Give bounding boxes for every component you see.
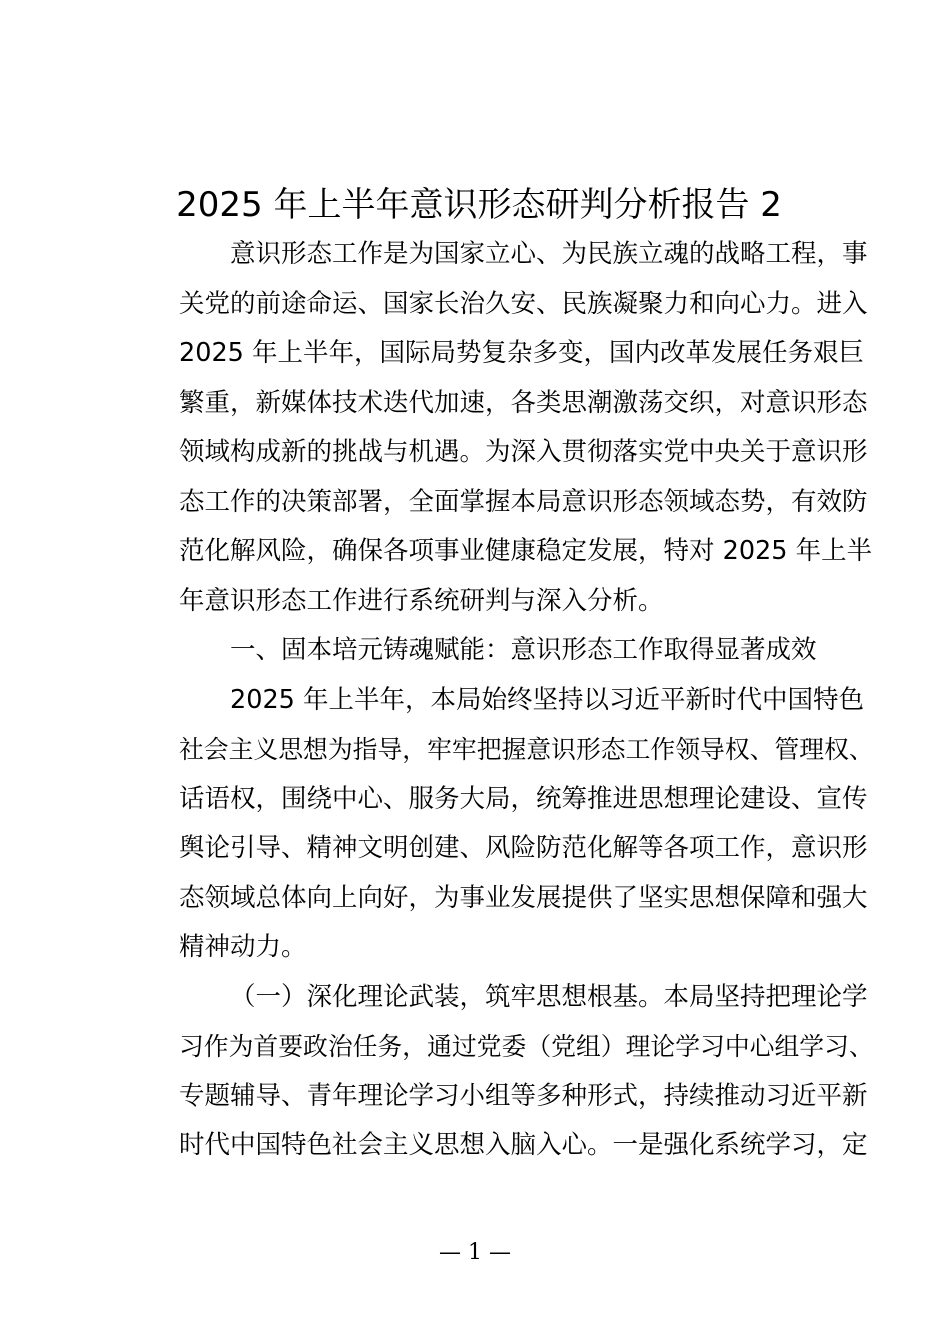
text-line: 2025 年上半年，国际局势复杂多变，国内改革发展任务艰巨: [179, 338, 865, 368]
document-body: [128, 230, 874, 1171]
text-line: 习作为首要政治任务，通过党委（党组）理论学习中心组学习、: [179, 1032, 874, 1061]
text-line: 话语权，围绕中心、服务大局，统筹推进思想理论建设、宣传: [179, 783, 868, 814]
text-line: 意识形态工作是为国家立心、为民族立魂的战略工程，事: [230, 239, 868, 269]
text-line: 专题辅导、青年理论学习小组等多种形式，持续推动习近平新: [179, 1080, 868, 1111]
text-line: 关党的前途命运、国家长治久安、民族凝聚力和向心力。进入: [179, 288, 868, 319]
paragraph-section-1: [128, 676, 874, 973]
text-line: 时代中国特色社会主义思想入脑入心。一是强化系统学习，定: [179, 1130, 868, 1160]
text-line: 领域构成新的挑战与机遇。为深入贯彻落实党中央关于意识形: [179, 437, 868, 467]
text-line: 范化解风险，确保各项事业健康稳定发展，特对 2025 年上半: [179, 536, 873, 566]
text-line: 态工作的决策部署，全面掌握本局意识形态领域态势，有效防: [179, 486, 868, 517]
paragraph-subsection-1: [128, 973, 874, 1171]
paragraph-intro: [128, 230, 873, 626]
text-line: 舆论引导、精神文明创建、风险防范化解等各项工作，意识形: [179, 833, 868, 863]
text-line: 社会主义思想为指导，牢牢把握意识形态工作领导权、管理权、: [179, 735, 874, 764]
text-line: （一）深化理论武装，筑牢思想根基。本局坚持把理论学: [230, 981, 868, 1012]
section-heading-1: [128, 626, 830, 676]
text-line: 繁重，新媒体技术迭代加速，各类思潮激荡交织，对意识形态: [179, 387, 868, 418]
page-number: — 1 —: [439, 1240, 511, 1265]
heading-line: 一、固本培元铸魂赋能：意识形态工作取得显著成效: [230, 635, 817, 665]
document-title: 2025 年上半年意识形态研判分析报告 2: [176, 185, 782, 225]
text-line: 2025 年上半年，本局始终坚持以习近平新时代中国特色: [230, 684, 865, 715]
text-line: 年意识形态工作进行系统研判与深入分析。: [179, 585, 664, 616]
text-line: 态领域总体向上向好，为事业发展提供了坚实思想保障和强大: [179, 882, 868, 913]
text-line: 精神动力。: [179, 932, 307, 962]
